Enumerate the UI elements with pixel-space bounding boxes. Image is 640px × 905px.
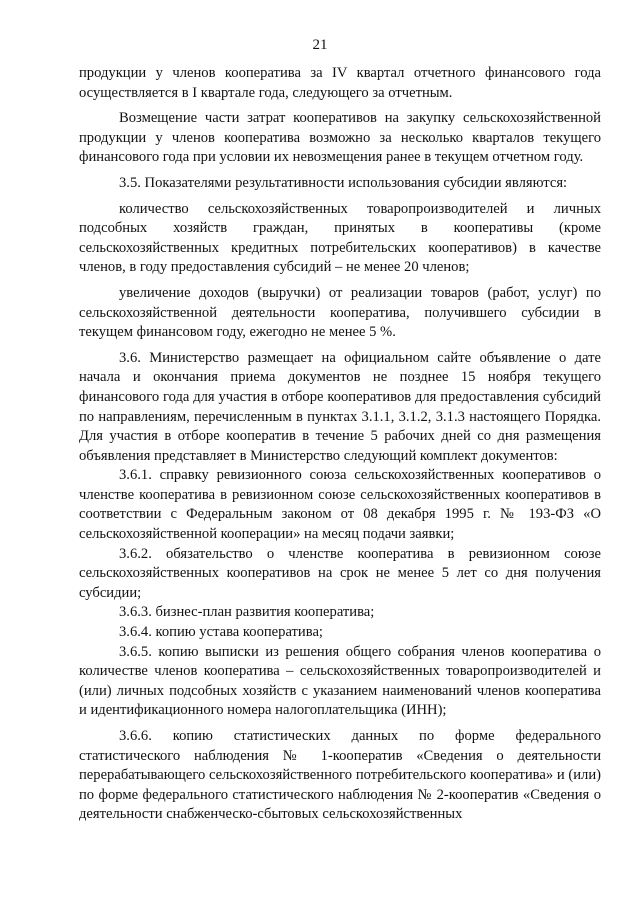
paragraph-3-6-3: 3.6.3. бизнес-план развития кооператива; xyxy=(119,604,375,621)
page-number: 21 xyxy=(312,37,328,53)
paragraph-3-5: 3.5. Показателями результативности использования субсидии являются: xyxy=(119,174,568,191)
paragraph-3-6-1: 3.6.1. справку ревизионного союза сельскохозяйственных кооперативов о членстве кооператива в ревизионном союзе сельскохозяйственных кооперативов в соответствии с Федеральным законом от 08 декабря 1995 г. № 193-ФЗ «О сельскохозяйственной кооперации» на месяц подачи заявки; xyxy=(79,467,601,543)
paragraph-3-6-6: 3.6.6. копию статистических данных по форме федерального статистического наблюдения № 1-кооператив «Сведения о деятельности перерабатывающего сельскохозяйственного потребительского кооператива» и (или) по форме федерального статистического наблюдения № 2-кооператив «Сведения о деятельности снабженческо-сбытовых сельскохозяйственных xyxy=(79,728,601,823)
paragraph-3-6-2: 3.6.2. обязательство о членстве кооператива в ревизионном союзе сельскохозяйственных кооперативов на срок не менее 5 лет со дня получения субсидии; xyxy=(79,545,601,601)
paragraph-3-6: 3.6. Министерство размещает на официальном сайте объявление о дате начала и окончания приема документов не позднее 15 ноября текущего финансового года для участия в отборе кооперативов для предоставления субсидий по направлениям, перечисленным в пунктах 3.1.1, 3.1.2, 3.1.3 настоящего Порядка. Для участия в отборе кооператив в течение 5 рабочих дней со дня размещения объявления представляет в Министерство следующий комплект документов: xyxy=(79,349,601,464)
paragraph-indicator-members: количество сельскохозяйственных товаропроизводителей и личных подсобных хозяйств граждан, принятых в кооперативы (кроме сельскохозяйственных кредитных потребительских кооперативов) в качестве членов, в году предоставления субсидий – не менее 20 членов; xyxy=(79,200,601,276)
paragraph-indicator-revenue: увеличение доходов (выручки) от реализации товаров (работ, услуг) по сельскохозяйственной деятельности кооператива, получившего субсидии в текущем финансовом году, ежегодно не менее 5 %. xyxy=(79,284,601,341)
paragraph-continuation: продукции у членов кооператива за IV квартал отчетного финансового года осуществляется в I квартале года, следующего за отчетным. xyxy=(79,65,601,101)
paragraph-3-6-4: 3.6.4. копию устава кооператива; xyxy=(119,624,323,641)
paragraph-reimbursement: Возмещение части затрат кооперативов на закупку сельскохозяйственной продукции у членов кооператива возможно за несколько кварталов текущего финансового года при условии их невозмещения ранее в текущем отчетном году. xyxy=(79,110,601,166)
paragraph-3-6-5: 3.6.5. копию выписки из решения общего собрания членов кооператива о количестве членов кооператива – сельскохозяйственных товаропроизводителей и (или) личных подсобных хозяйств с указанием наименований членов кооператива и идентификационного номера налогоплательщика (ИНН); xyxy=(79,643,601,719)
document-body xyxy=(79,64,601,825)
